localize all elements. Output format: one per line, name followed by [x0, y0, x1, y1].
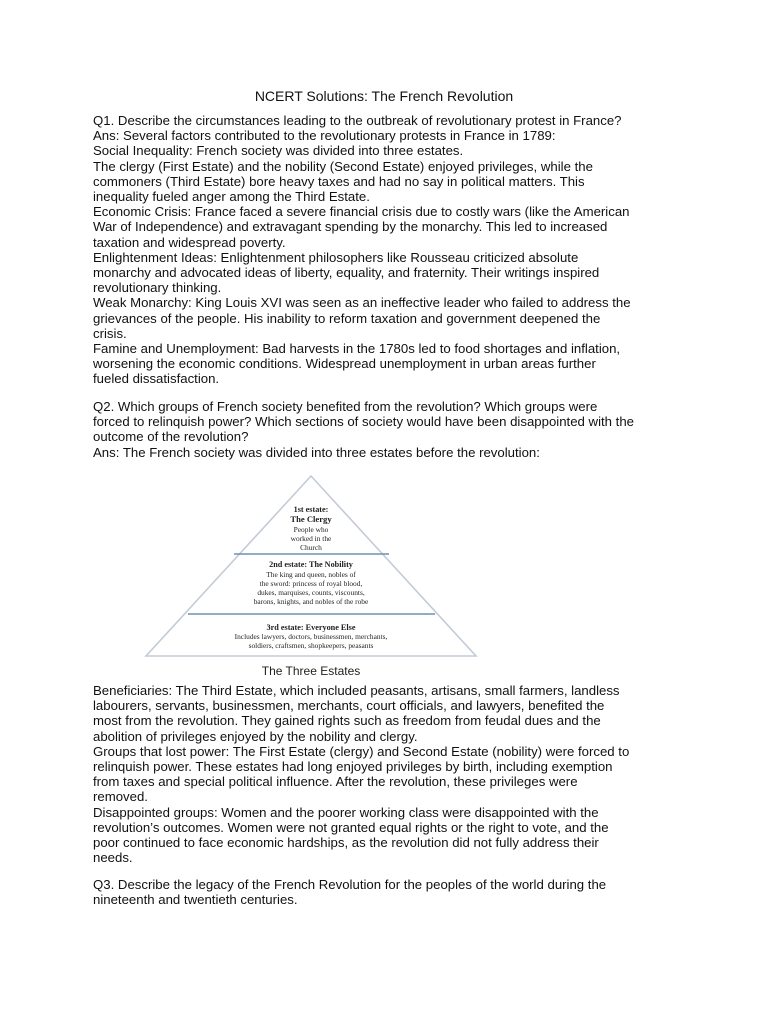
third-estate-heading: 3rd estate: Everyone Else [266, 623, 356, 632]
question-1-block [93, 113, 713, 387]
question-3-text: Q3. Describe the legacy of the French Revolution for the peoples of the world during the [93, 877, 607, 892]
document-title: NCERT Solutions: The French Revolution [254, 88, 514, 104]
question-3-block [93, 877, 713, 907]
second-estate-heading: 2nd estate: The Nobility [269, 560, 353, 569]
question-3-text: nineteenth and twentieth centuries. [93, 892, 298, 908]
answer-2-block [93, 683, 713, 865]
answer-line: Ans: Several factors contributed to the revolutionary protests in France in 1789: [93, 128, 556, 144]
answer-line: removed. [93, 789, 148, 805]
answer-line: commoners (Third Estate) bore heavy taxes and had no say in political matters. This [93, 173, 585, 189]
second-estate-description: barons, knights, and nobles of the robe [253, 597, 369, 606]
answer-line: abolition of privileges enjoyed by the nobility and clergy. [93, 728, 418, 744]
answer-line: monarchy and advocated ideas of liberty, equality, and fraternity. Their writings inspired [93, 265, 600, 281]
third-estate-description: Includes lawyers, doctors, businessmen, merchants, [234, 632, 388, 641]
question-2-text: forced to relinquish power? Which sections of society would have been disappointed with the [93, 414, 635, 430]
second-estate-description: the sword: princess of royal blood, [259, 579, 363, 588]
third-estate-description: soldiers, craftsmen, shopkeepers, peasants [248, 641, 374, 650]
three-estates-pyramid [143, 470, 479, 680]
answer-line: Enlightenment Ideas: Enlightenment philosophers like Rousseau criticized absolute [93, 249, 579, 265]
answer-line: most from the revolution. They gained rights such as freedom from feudal dues and the [93, 713, 601, 729]
answer-line: revolution’s outcomes. Women were not granted equal rights or the right to vote, and the [93, 819, 609, 835]
answer-line: Ans: The French society was divided into three estates before the revolution: [93, 444, 540, 460]
first-estate-description: People who [293, 525, 329, 534]
answer-line: grievances of the people. His inability to reform taxation and government deepened the [93, 310, 601, 326]
answer-line: taxation and widespread poverty. [93, 234, 286, 250]
answer-line: Social Inequality: French society was divided into three estates. [93, 143, 464, 159]
answer-line: worsening the economic conditions. Widespread unemployment in urban areas further [93, 356, 596, 372]
second-estate-description: The king and queen, nobles of [266, 570, 356, 579]
answer-line: Economic Crisis: France faced a severe financial crisis due to costly wars (like the American [93, 204, 630, 220]
answer-line: Beneficiaries: The Third Estate, which included peasants, artisans, small farmers, landless [93, 683, 620, 698]
answer-line: poor continued to face economic hardships, as the revolution did not fully address their [93, 835, 599, 851]
answer-line: fueled dissatisfaction. [93, 371, 220, 387]
answer-line: The clergy (First Estate) and the nobility (Second Estate) enjoyed privileges, while the [93, 158, 593, 174]
answer-line: labourers, servants, businessmen, merchants, court officials, and lawyers, benefited the [93, 698, 605, 714]
first-estate-heading: 1st estate: [293, 505, 329, 514]
figure-caption: The Three Estates [261, 664, 361, 678]
question-1-text: Q1. Describe the circumstances leading to the outbreak of revolutionary protest in France? [93, 113, 622, 128]
answer-line: Groups that lost power: The First Estate (clergy) and Second Estate (nobility) were forced to [93, 743, 630, 759]
answer-line: needs. [93, 850, 133, 866]
answer-line: Weak Monarchy: King Louis XVI was seen as an ineffective leader who failed to address the [93, 295, 631, 311]
question-2-text: outcome of the revolution? [93, 429, 249, 445]
question-2-block [93, 399, 713, 460]
first-estate-subheading: The Clergy [290, 514, 332, 524]
answer-line: War of Independence) and extravagant spending by the monarchy. This led to increased [93, 219, 608, 235]
answer-line: Famine and Unemployment: Bad harvests in the 1780s led to food shortages and inflation, [93, 341, 621, 357]
first-estate-description: worked in the [290, 534, 332, 543]
answer-line: relinquish power. These estates had long enjoyed privileges by birth, including exemption [93, 759, 613, 775]
answer-line: inequality fueled anger among the Third Estate. [93, 189, 370, 205]
second-estate-description: dukes, marquises, counts, viscounts, [257, 588, 365, 597]
three-estates-figure [143, 470, 479, 680]
question-2-text: Q2. Which groups of French society benefited from the revolution? Which groups were [93, 399, 598, 414]
first-estate-description: Church [300, 543, 322, 552]
answer-line: Disappointed groups: Women and the poorer working class were disappointed with the [93, 804, 599, 820]
answer-line: from taxes and special political influence. After the revolution, these privileges were [93, 774, 578, 790]
answer-line: crisis. [93, 325, 127, 341]
answer-line: revolutionary thinking. [93, 280, 222, 296]
